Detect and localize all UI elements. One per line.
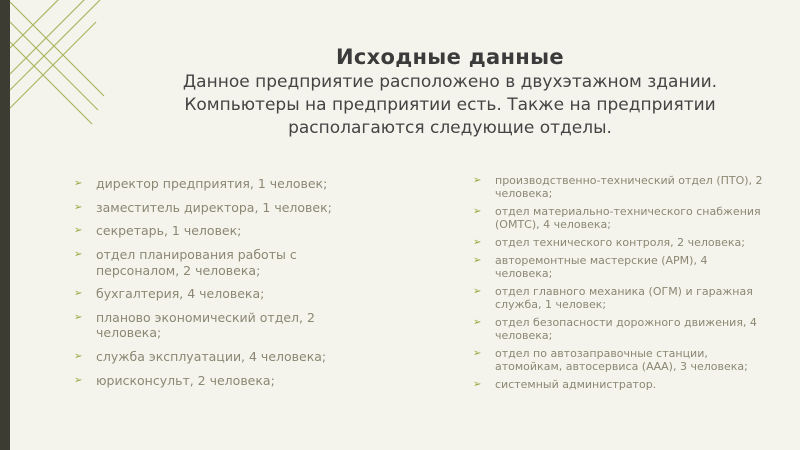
list-item (473, 379, 763, 392)
arrow-bullet-icon: ➢ (74, 201, 83, 213)
list-item (473, 237, 763, 250)
arrow-bullet-icon: ➢ (473, 205, 482, 217)
arrow-bullet-icon: ➢ (74, 351, 83, 363)
list-item (74, 200, 344, 216)
list-item-text: планово экономический отдел, 2 человека; (96, 309, 315, 341)
arrow-bullet-icon: ➢ (74, 311, 83, 323)
list-item-text: служба эксплуатации, 4 человека; (96, 349, 327, 365)
list-item (473, 348, 763, 373)
title-heading: Исходные данные (336, 45, 564, 69)
arrow-bullet-icon: ➢ (473, 379, 482, 391)
list-item-text: авторемонтные мастерские (АРМ), 4 человека; (495, 254, 708, 280)
list-item-text: директор предприятия, 1 человек; (96, 176, 328, 191)
arrow-bullet-icon: ➢ (473, 236, 482, 248)
list-item-text: отдел технического контроля, 2 человека; (495, 235, 745, 249)
list-item (74, 373, 344, 389)
slide-title (150, 44, 750, 140)
list-item (74, 286, 344, 302)
list-item-text: производственно-технический отдел (ПТО), 2 человека; (495, 174, 763, 200)
arrow-bullet-icon: ➢ (74, 288, 83, 300)
list-item (473, 255, 763, 280)
list-item-text: отдел главного механика (ОГМ) и гаражная служба, 1 человек; (495, 285, 753, 311)
arrow-bullet-icon: ➢ (473, 348, 482, 360)
list-item (74, 176, 344, 192)
arrow-bullet-icon: ➢ (74, 225, 83, 237)
list-item-text: заместитель директора, 1 человек; (96, 199, 332, 215)
arrow-bullet-icon: ➢ (473, 255, 482, 267)
list-item-text: бухгалтерия, 4 человека; (96, 286, 265, 302)
list-item (74, 223, 344, 239)
list-item (473, 206, 763, 231)
list-item-text: отдел безопасности дорожного движения, 4 человека; (495, 316, 757, 342)
arrow-bullet-icon: ➢ (473, 317, 482, 329)
right-department-list (473, 175, 763, 398)
arrow-bullet-icon: ➢ (74, 374, 83, 386)
list-item (74, 310, 344, 341)
arrow-bullet-icon: ➢ (74, 249, 83, 261)
title-subtitle: Данное предприятие расположено в двухэтажном здании. Компьютеры на предприятии есть. Также на предприятии располагаются следующие отделы. (182, 72, 718, 138)
list-item (473, 175, 763, 200)
arrow-bullet-icon: ➢ (74, 178, 83, 189)
list-item-text: юрисконсульт, 2 человека; (96, 372, 275, 388)
list-item-text: отдел планирования работы с персоналом, 2 человека; (96, 247, 297, 278)
list-item (473, 317, 763, 342)
list-item (74, 247, 344, 278)
arrow-bullet-icon: ➢ (473, 286, 482, 298)
list-item-text: секретарь, 1 человек; (96, 223, 242, 239)
list-item-text: отдел материально-технического снабжения (ОМТС), 4 человека; (495, 204, 761, 231)
list-item (74, 349, 344, 365)
list-item-text: отдел по автозаправочные станции, атомойкам, автосервиса (ААА), 3 человека; (495, 347, 748, 373)
list-item-text: системный администратор. (495, 378, 657, 392)
list-item (473, 286, 763, 311)
arrow-bullet-icon: ➢ (473, 175, 482, 186)
left-department-list (74, 176, 344, 397)
